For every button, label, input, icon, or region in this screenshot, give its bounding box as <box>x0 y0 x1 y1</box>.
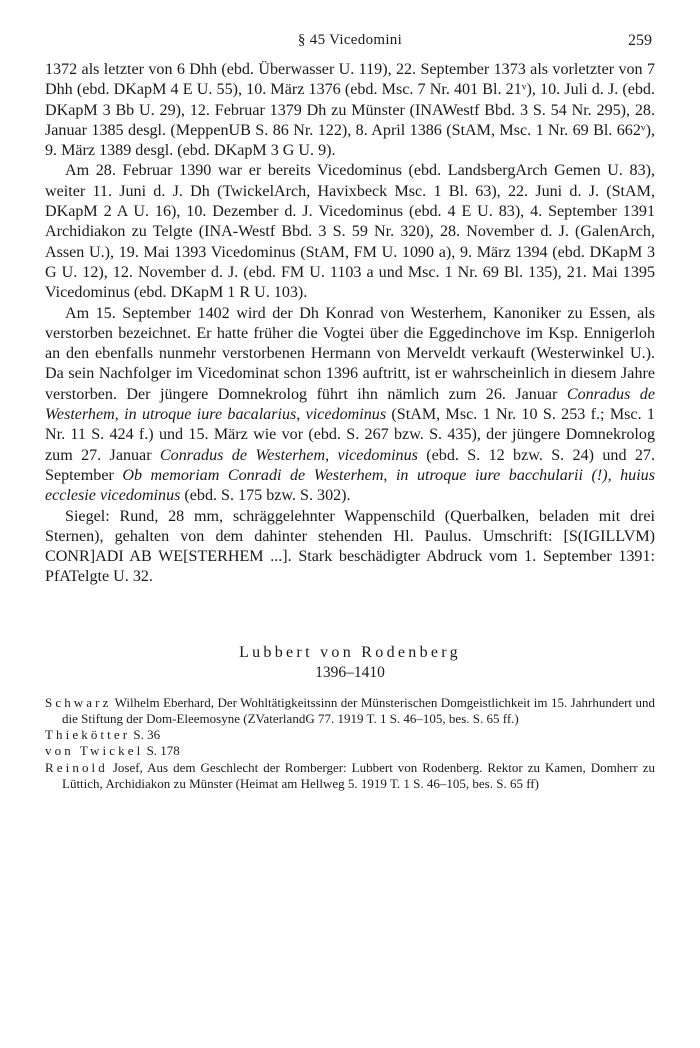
page-number: 259 <box>628 32 652 49</box>
necrology-quote-3: Ob memoriam Conradi de Westerhem, in utroque iure bacchularii (!), huius ecclesie vicedominus <box>45 466 655 505</box>
literature-author: Thiekötter <box>45 727 131 743</box>
literature-entry <box>45 743 655 759</box>
literature-author: von Twickel <box>45 743 144 759</box>
section-person-dates: 1396–1410 <box>315 663 385 681</box>
necrology-text-1: Am 15. September 1402 wird der Dh Konrad von Westerhem, Kanoniker zu Essen, als verstorben bezeichnet. Er hatte früher die Vogtei über die Eggedinchove im Ksp. Ennigerloh an den ebenfalls nunmehr verstorbenen Hermann von Merveldt verkauft (Westerwinkel U.). Da sein Nachfolger im Vicedominat schon 1396 auftritt, ist er wahrscheinlich in diesem Jahre verstorben. Der jüngere Domnekrolog führt ihn nämlich zum 26. Januar <box>45 304 655 403</box>
necrology-text-4: (ebd. S. 175 bzw. S. 302). <box>180 487 351 505</box>
literature-text: Josef, Aus dem Geschlecht der Romberger: Lubbert von Rodenberg. Rektor zu Kamen, Domherr zu Lüttich, Archidiakon zu Münster (Heimat am Hellweg 5. 1919 T. 1 S. 46–105, bes. S. 65 ff) <box>62 759 655 791</box>
paragraph-dates-continued: 1372 als letzter von 6 Dhh (ebd. Überwasser U. 119), 22. September 1373 als vorletzter von 7 Dhh (ebd. DKapM 4 E U. 55), 10. März 1376 (ebd. Msc. 7 Nr. 401 Bl. 21ᵛ), 10. Juli d. J. (ebd. DKapM 3 Bb U. 29), 12. Februar 1379 Dh zu Münster (INAWestf Bbd. 3 S. 54 Nr. 295), 28. Januar 1385 desgl. (MeppenUB S. 86 Nr. 122), 8. April 1386 (StAM, Msc. 1 Nr. 69 Bl. 662ᵛ), 9. März 1389 desgl. (ebd. DKapM 3 G U. 9). <box>45 61 655 160</box>
running-title: § 45 Vicedomini <box>297 32 403 48</box>
necrology-text-2: (StAM, Msc. 1 Nr. 10 S. 253 f.; Msc. 1 Nr. 11 S. 424 f.) und 15. März wie vor (ebd. S. 267 bzw. S. 435), der jüngere Domnekrolog zum 27. Januar <box>45 406 655 464</box>
literature-text: Wilhelm Eberhard, Der Wohltätigkeitssinn der Münsterischen Domgeistlichkeit im 15. Jahrhundert und die Stiftung der Dom-Eleemosyne (ZVaterlandG 77. 1919 T. 1 S. 46–105, bes. S. 65 ff.) <box>62 694 655 726</box>
literature-text: S. 178 <box>143 743 180 759</box>
necrology-text-3: (ebd. S. 12 bzw. S. 24) und 27. September <box>45 446 655 484</box>
literature-text: S. 36 <box>130 727 161 743</box>
literature-author: Schwarz <box>45 694 112 710</box>
page <box>45 32 655 792</box>
section-heading <box>45 642 655 683</box>
literature-entry <box>45 695 655 727</box>
paragraph-vicedominus-dates: Am 28. Februar 1390 war er bereits Vicedominus (ebd. LandsbergArch Gemen U. 83), weiter 11. Juni d. J. Dh (TwickelArch, Havixbeck Msc. 1 Bl. 63), 22. Juni d. J. (StAM, DKapM 2 A U. 16), 10. Dezember d. J. Vicedominus (ebd. 4 E U. 83), 4. September 1391 Archidiakon zu Telgte (INA-Westf Bbd. 3 S. 59 Nr. 320), 28. November d. J. (GalenArch, Assen U.), 19. Mai 1393 Vicedominus (StAM, FM U. 1090 a), 9. März 1394 (ebd. DKapM 3 G U. 12), 12. November d. J. (ebd. FM U. 1103 a und Msc. 1 Nr. 69 Bl. 135), 21. Mai 1395 Vicedominus (ebd. DKapM 1 R U. 103). <box>45 162 655 302</box>
page-header <box>45 32 655 54</box>
paragraph-death-and-necrology <box>45 304 655 507</box>
literature-list <box>45 695 655 792</box>
body-text <box>45 60 655 588</box>
literature-entry <box>45 760 655 792</box>
necrology-quote-1: Conradus de Westerhem, in utroque iure bacalarius, vicedominus <box>45 385 655 424</box>
literature-entry <box>45 727 655 743</box>
literature-author: Reinold <box>45 759 108 775</box>
paragraph-seal: Siegel: Rund, 28 mm, schräggelehnter Wappenschild (Querbalken, beladen mit drei Sternen), gehalten von dem dahinter stehenden Hl. Paulus. Umschrift: [S(IGILLVM) CONR]ADI AB WE[STERHEM ...]. Stark beschädigter Abdruck vom 1. September 1391: PfATelgte U. 32. <box>45 507 655 586</box>
section-person-name: Lubbert von Rodenberg <box>239 643 461 661</box>
necrology-quote-2: Conradus de Westerhem, vicedominus <box>159 446 418 464</box>
